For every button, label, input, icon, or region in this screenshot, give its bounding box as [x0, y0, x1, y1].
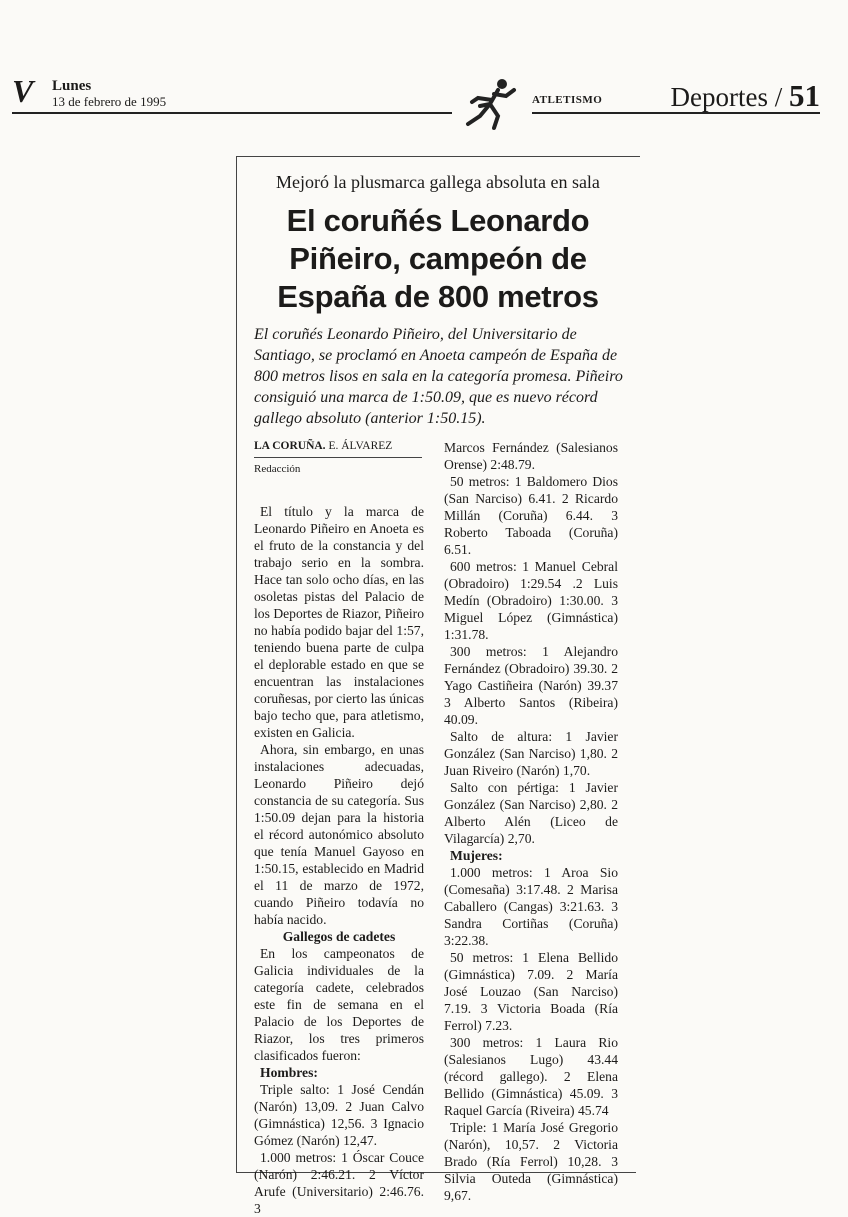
headline-line: Piñeiro, campeón de — [289, 241, 587, 276]
result-paragraph: 600 metros: 1 Manuel Cebral (Obradoiro) 1:29.54 .2 Luis Medín (Obradoiro) 1:30.00. 3 Miguel López (Gimnástica) 1:31.78. — [444, 559, 618, 642]
headline-line: El coruñés Leonardo — [286, 203, 590, 238]
article-headline — [236, 202, 640, 316]
women-label: Mujeres: — [450, 848, 503, 863]
byline-role: Redacción — [254, 463, 301, 475]
result-paragraph: Salto de altura: 1 Javier González (San Narciso) 1,80. 2 Juan Riveiro (Narón) 1,70. — [444, 729, 618, 778]
article-column-1 — [254, 438, 424, 1217]
result-paragraph: Salto con pértiga: 1 Javier González (San Narciso) 2,80. 2 Alberto Alén (Liceo de Vilagarcía) 2,70. — [444, 780, 618, 846]
result-paragraph: Triple salto: 1 José Cendán (Narón) 13,09. 2 Juan Calvo (Gimnástica) 12,56. 3 Ignacio Gómez (Narón) 12,47. — [254, 1082, 424, 1148]
result-paragraph: 1.000 metros: 1 Aroa Sio (Comesaña) 3:17.48. 2 Marisa Caballero (Cangas) 3:21.63. 3 Sandra Cortiñas (Coruña) 3:22.38. — [444, 865, 618, 948]
body-paragraph: Ahora, sin embargo, en unas instalaciones adecuadas, Leonardo Piñeiro dejó constancia de su categoría. Sus 1:50.09 dejan para la historia el récord autonómico absoluto que tenía Manuel Gayoso en 1:50.15, establecido en Madrid el 11 de marzo de 1972, cuando Piñeiro todavía no había nacido. — [254, 742, 424, 927]
result-paragraph: 300 metros: 1 Alejandro Fernández (Obradoiro) 39.30. 2 Yago Castiñeira (Narón) 39.37 3 Alberto Santos (Ribeira) 40.09. — [444, 644, 618, 727]
byline-place: LA CORUÑA. — [254, 440, 326, 452]
article-lead: El coruñés Leonardo Piñeiro, del Universitario de Santiago, se proclamó en Anoeta campeón de España de 800 metros lisos en sala en la categoría promesa. Piñeiro consiguió una marca de 1:50.09, que es nuevo récord gallego absoluto (anterior 1:50.15). — [254, 326, 623, 427]
byline — [254, 438, 422, 458]
body-paragraph: El título y la marca de Leonardo Piñeiro en Anoeta es el fruto de la constancia y del trabajo serio en la sombra. Hace tan solo ocho días, en las osoletas pistas del Palacio de los Deportes de Riazor, Piñeiro no había podido bajar del 1:57, teniendo buena parte de culpa el deplorable estado en que se encuentran las instalaciones coruñesas, por cierto las únicas bajo techo que, para atletismo, existen en Galicia. — [254, 504, 424, 740]
section-subhead: Gallegos de cadetes — [282, 929, 396, 944]
page-label: Deportes / — [670, 82, 783, 112]
byline-author: E. ÁLVAREZ — [328, 440, 393, 452]
issue-date: 13 de febrero de 1995 — [52, 94, 167, 109]
masthead-rule-left — [12, 112, 452, 114]
headline-line: España de 800 metros — [277, 279, 599, 314]
page-number: 51 — [789, 78, 820, 113]
newspaper-logo: V — [12, 73, 34, 109]
article-column-2 — [444, 439, 618, 1204]
issue-day: Lunes — [52, 78, 92, 94]
result-paragraph: 1.000 metros: 1 Óscar Couce (Narón) 2:46.21. 2 Víctor Arufe (Universitario) 2:46.76. 3 — [254, 1150, 424, 1216]
result-paragraph: 50 metros: 1 Elena Bellido (Gimnástica) 7.09. 2 María José Louzao (San Narciso) 7.19. 3 Victoria Boada (Ría Ferrol) 7.23. — [444, 950, 618, 1033]
result-paragraph: 50 metros: 1 Baldomero Dios (San Narciso) 6.41. 2 Ricardo Millán (Coruña) 6.44. 3 Roberto Taboada (Coruña) 6.51. — [444, 474, 618, 557]
section-label: ATLETISMO — [532, 94, 603, 106]
result-paragraph: Marcos Fernández (Salesianos Orense) 2:48.79. — [444, 440, 618, 472]
page-header — [671, 78, 820, 114]
body-paragraph: En los campeonatos de Galicia individuales de la categoría cadete, celebrados este fin de semana en el Palacio de los Deportes de Riazor, los tres primeros clasificados fueron: — [254, 946, 424, 1063]
article-kicker: Mejoró la plusmarca gallega absoluta en sala — [276, 172, 600, 192]
result-paragraph: 300 metros: 1 Laura Rio (Salesianos Lugo) 43.44 (récord gallego). 2 Elena Bellido (Gimnástica) 45.09. 3 Raquel García (Riveira) 45.74 — [444, 1035, 618, 1118]
men-label: Hombres: — [260, 1065, 318, 1080]
runner-icon — [458, 76, 526, 132]
masthead — [12, 73, 820, 120]
article-frame-top — [236, 156, 640, 157]
result-paragraph: Triple: 1 María José Gregorio (Narón), 10,57. 2 Victoria Brado (Ría Ferrol) 10,28. 3 Silvia Outeda (Gimnástica) 9,67. — [444, 1120, 618, 1203]
